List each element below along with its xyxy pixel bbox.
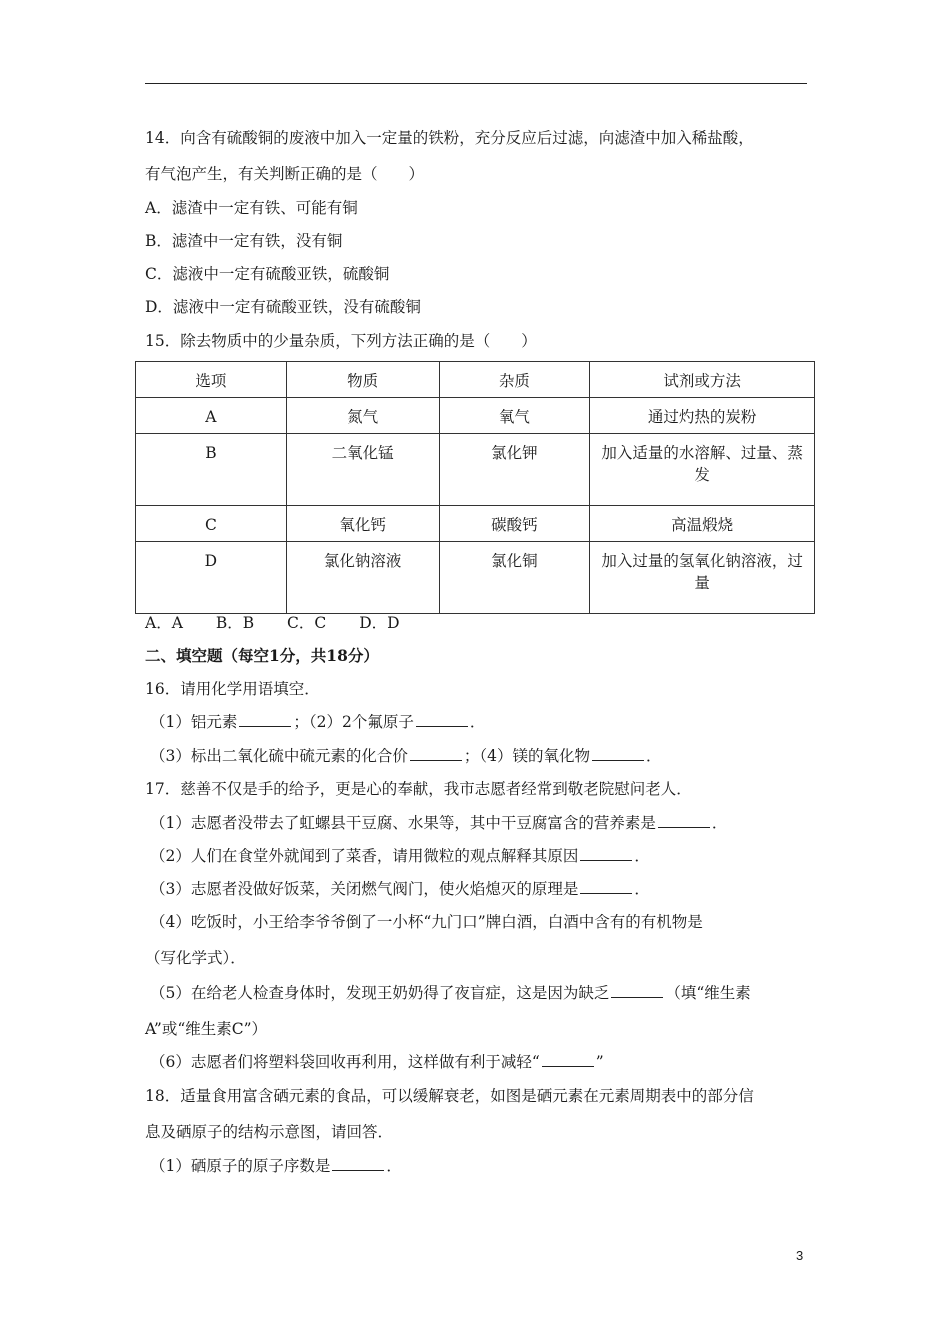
q15-choice-c: C．C	[287, 614, 327, 632]
q14-option-b: B．滤渣中一定有铁，没有铜	[145, 232, 343, 250]
q17-part4-line2: （写化学式）．	[145, 949, 246, 967]
table-row	[136, 506, 815, 542]
header-rule	[145, 83, 807, 84]
q14-option-a: A．滤渣中一定有铁、可能有铜	[145, 199, 358, 217]
table-cell: 氯化钾	[439, 434, 590, 506]
table-cell: 二氧化锰	[286, 434, 439, 506]
table-header-cell: 试剂或方法	[590, 362, 815, 398]
q16-part3-text: （3）标出二氧化硫中硫元素的化合价	[150, 747, 408, 765]
q15-choice-a: A．A	[145, 614, 183, 632]
table-cell: 氮气	[286, 398, 439, 434]
q18-stem-line2: 息及硒原子的结构示意图，请回答．	[145, 1123, 394, 1141]
answer-blank	[592, 746, 644, 761]
q17-part3-text: （3）志愿者没做好饭菜，关闭燃气阀门，使火焰熄灭的原理是	[150, 880, 579, 898]
q17-part4-line1: （4）吃饭时，小王给李爷爷倒了一小杯“九门口”牌白酒，白酒中含有的有机物是	[150, 913, 703, 931]
q18-stem-line1: 18．适量食用富含硒元素的食品，可以缓解衰老，如图是硒元素在元素周期表中的部分信	[145, 1087, 754, 1105]
q16-part1-text: （1）铝元素	[150, 713, 238, 731]
q17-part6-text: （6）志愿者们将塑料袋回收再利用，这样做有利于减轻“	[150, 1053, 540, 1071]
answer-blank	[239, 712, 291, 727]
table-cell: D	[136, 542, 287, 614]
q17-part2	[150, 846, 650, 866]
q16-part-1-2	[150, 712, 485, 732]
q14-option-d: D．滤液中一定有硫酸亚铁，没有硫酸铜	[145, 298, 421, 316]
q15-choice-b: B．B	[215, 614, 255, 632]
answer-blank	[542, 1052, 594, 1067]
q14-stem-line1: 14．向含有硫酸铜的废液中加入一定量的铁粉，充分反应后过滤，向滤渣中加入稀盐酸，	[145, 129, 754, 147]
table-header-cell: 物质	[286, 362, 439, 398]
answer-blank	[580, 879, 632, 894]
q17-part1-text: （1）志愿者没带去了虹螺县干豆腐、水果等，其中干豆腐富含的营养素是	[150, 814, 656, 832]
q17-part2-text: （2）人们在食堂外就闻到了菜香，请用微粒的观点解释其原因	[150, 847, 579, 865]
table-row	[136, 542, 815, 614]
table-cell: C	[136, 506, 287, 542]
page-number: 3	[796, 1248, 804, 1263]
q14-stem-line2: 有气泡产生，有关判断正确的是（ ）	[145, 165, 425, 183]
period: ．	[634, 880, 650, 898]
period: ．	[469, 713, 486, 731]
q17-part6	[150, 1052, 604, 1072]
table-cell: 氯化铜	[439, 542, 590, 614]
q15-choice-d: D．D	[359, 614, 400, 632]
table-cell: 通过灼热的炭粉	[590, 398, 815, 434]
q17-part1	[150, 813, 727, 833]
table-header-cell: 杂质	[439, 362, 590, 398]
q16-stem: 16．请用化学用语填空．	[145, 680, 320, 698]
q16-part-3-4	[150, 746, 662, 766]
q16-part4-text: ；（4）镁的氧化物	[463, 747, 590, 765]
table-cell: 氯化钠溶液	[286, 542, 439, 614]
period: ．	[711, 814, 728, 832]
period: ．	[634, 847, 650, 865]
answer-blank	[332, 1156, 384, 1171]
close-quote: ”	[595, 1053, 604, 1071]
table-cell: 加入适量的水溶解、过量、蒸发	[590, 434, 815, 506]
q16-part2-text: ；（2）2个氟原子	[293, 713, 414, 731]
q17-part5-line1	[150, 983, 751, 1003]
table-cell: B	[136, 434, 287, 506]
period: ．	[386, 1157, 402, 1175]
q15-choices	[145, 613, 428, 633]
q17-part5-hint: （填“维生素	[665, 984, 751, 1002]
q18-part1-text: （1）硒原子的原子序数是	[150, 1157, 331, 1175]
q14-option-c: C．滤液中一定有硫酸亚铁，硫酸铜	[145, 265, 390, 283]
q15-table	[135, 361, 815, 614]
answer-blank	[416, 712, 468, 727]
table-row	[136, 434, 815, 506]
table-cell: 高温煅烧	[590, 506, 815, 542]
section-title: 二、填空题（每空1分，共18分）	[145, 646, 379, 665]
table-cell: A	[136, 398, 287, 434]
table-row	[136, 398, 815, 434]
q15-stem: 15．除去物质中的少量杂质，下列方法正确的是（ ）	[145, 332, 537, 350]
table-header-row	[136, 362, 815, 398]
table-cell: 氧化钙	[286, 506, 439, 542]
q17-part3	[150, 879, 650, 899]
answer-blank	[611, 983, 663, 998]
table-header-cell: 选项	[136, 362, 287, 398]
q17-part5-line2: A”或“维生素C”）	[145, 1020, 268, 1038]
answer-blank	[658, 813, 710, 828]
period: ．	[646, 747, 662, 765]
q18-part1	[150, 1156, 402, 1176]
table-cell: 氧气	[439, 398, 590, 434]
answer-blank	[580, 846, 632, 861]
q17-stem: 17．慈善不仅是手的给予，更是心的奉献，我市志愿者经常到敬老院慰问老人．	[145, 780, 692, 798]
table-cell: 碳酸钙	[439, 506, 590, 542]
q17-part5-text: （5）在给老人检查身体时，发现王奶奶得了夜盲症，这是因为缺乏	[150, 984, 610, 1002]
table-cell: 加入过量的氢氧化钠溶液，过量	[590, 542, 815, 614]
answer-blank	[410, 746, 462, 761]
